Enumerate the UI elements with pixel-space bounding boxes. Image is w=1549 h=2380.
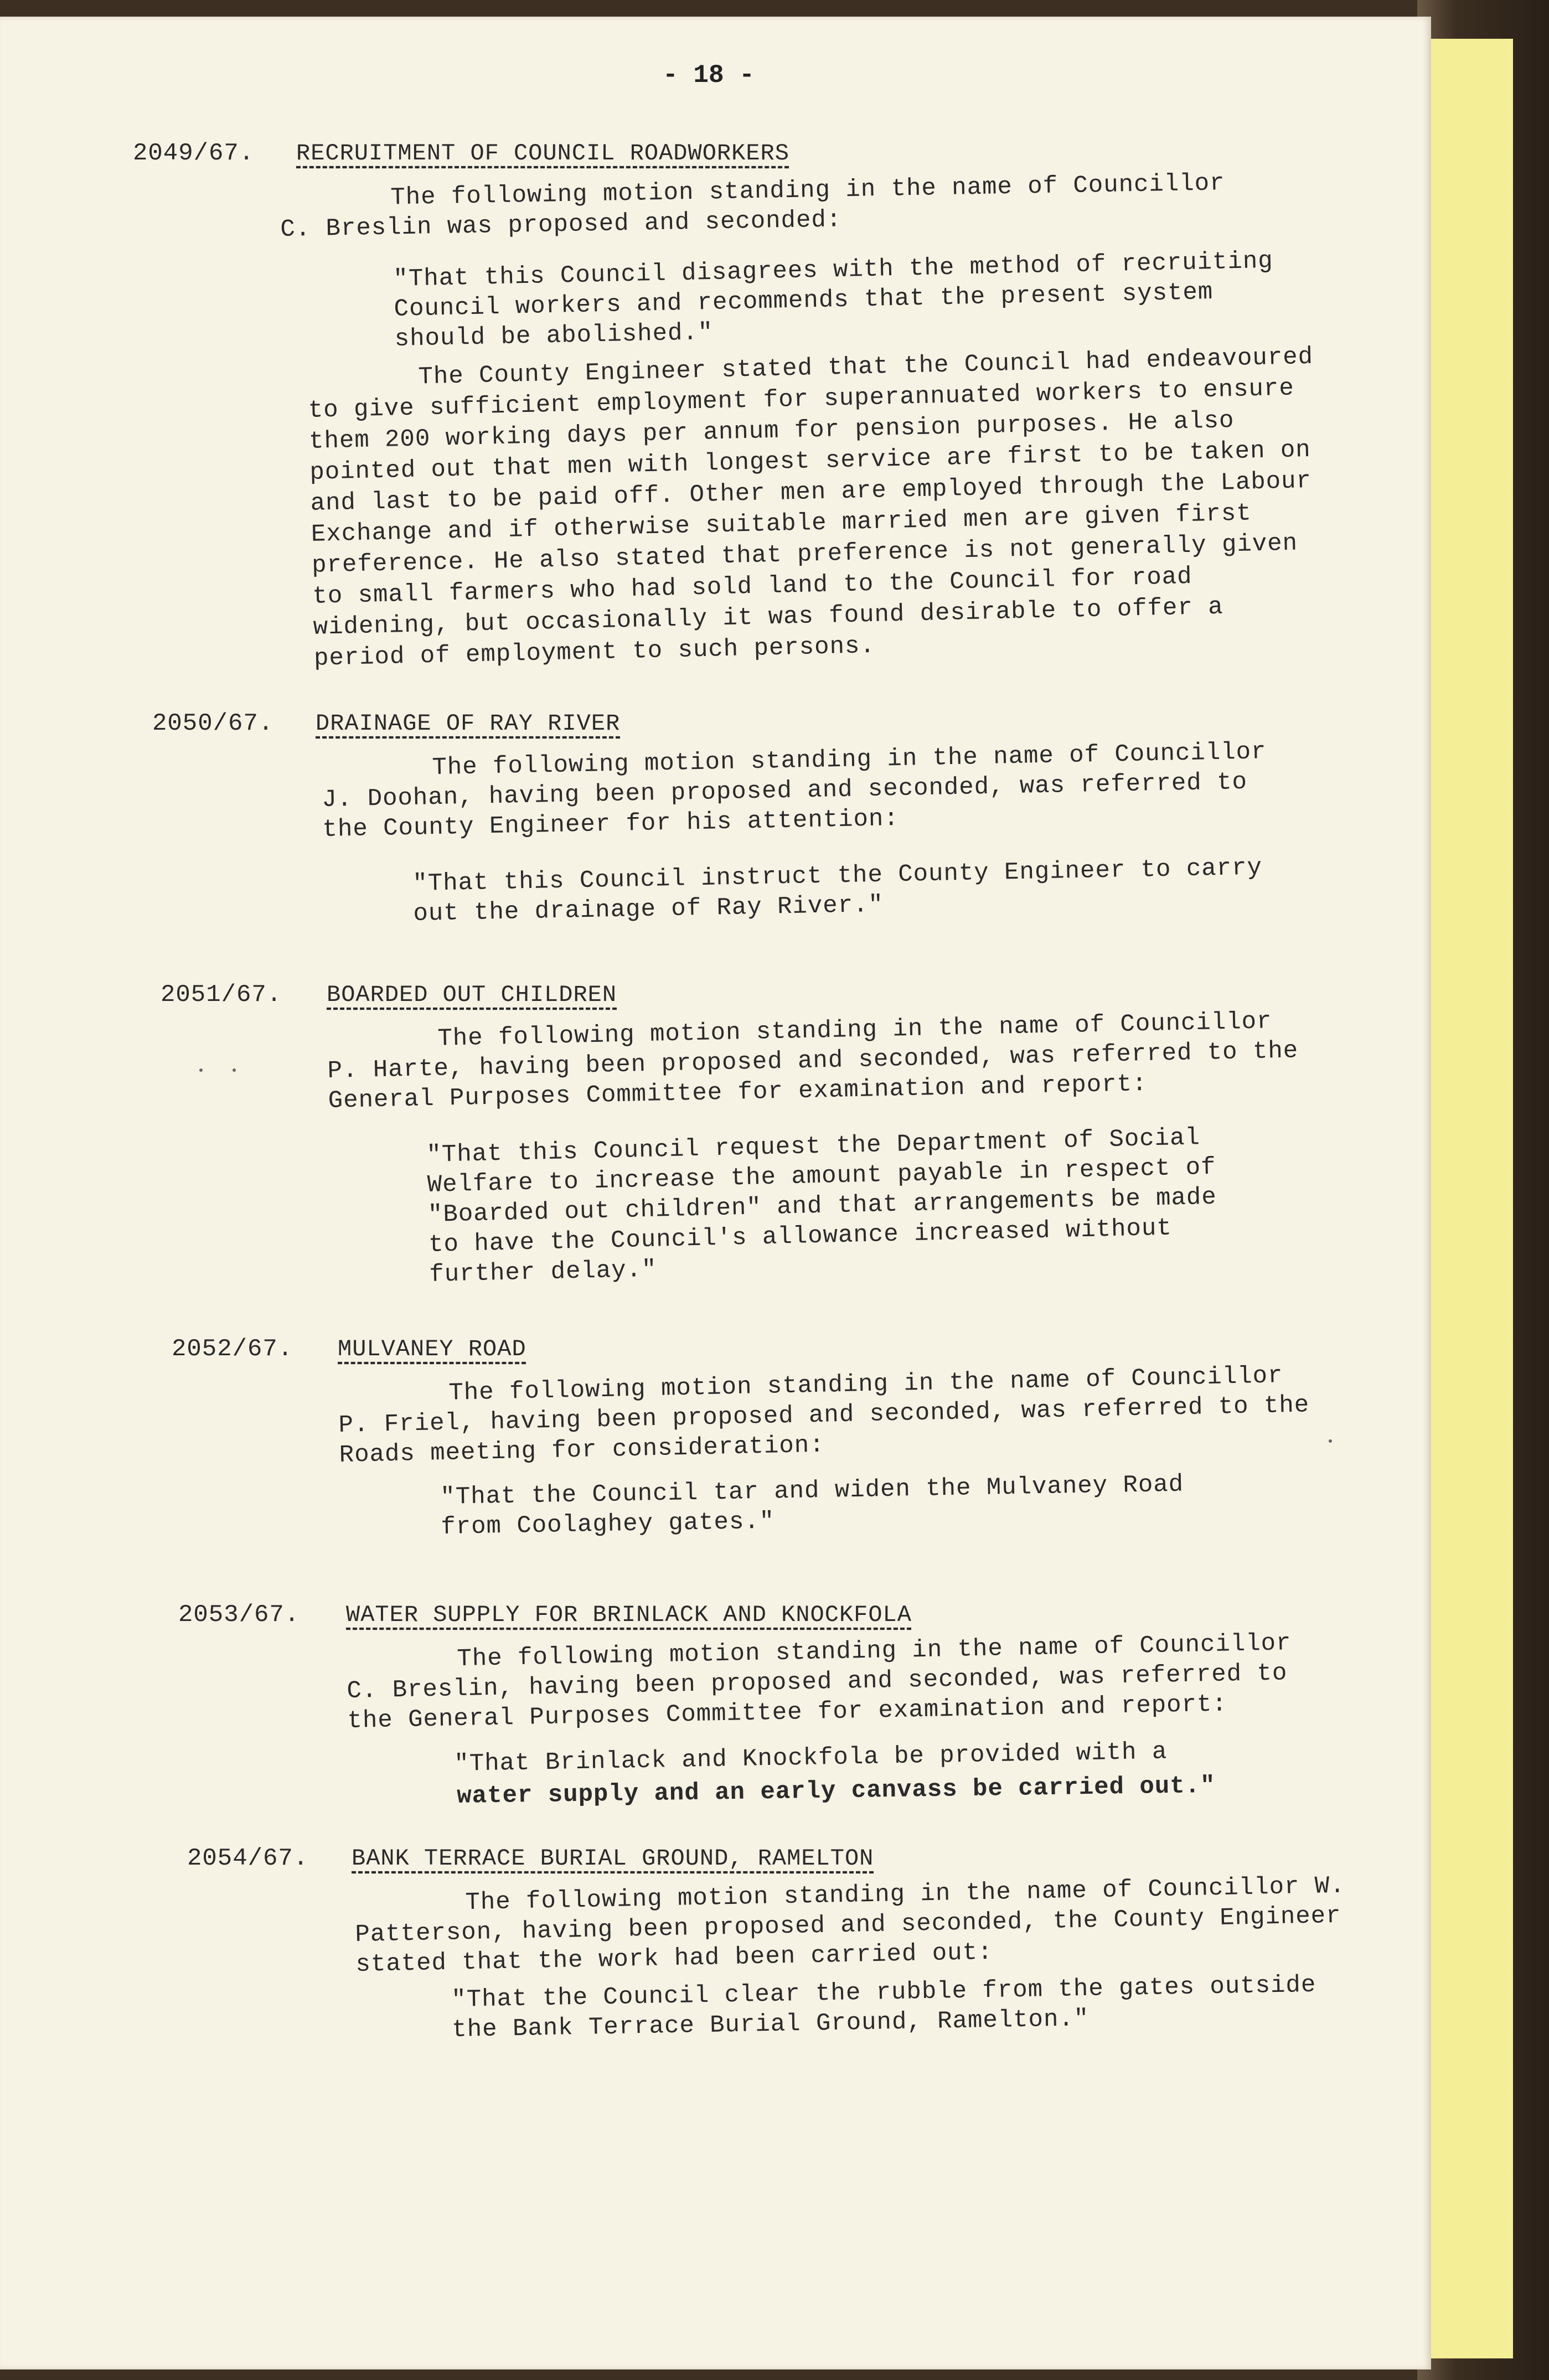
minute-number: 2053/67. — [178, 1601, 300, 1629]
motion-quote-line-1: "That Brinlack and Knockfola be provided with a — [454, 1738, 1168, 1778]
motion-quote: "That the Council clear the rubble from the gates outside the Bank Terrace Burial Ground, Ramelton." — [451, 1971, 1316, 2044]
minute-body: The following motion standing in the name of Councillor J. Doohan, having been proposed and seconded, was referred to the County Engineer for his attention: — [322, 738, 1267, 844]
minute-heading: DRAINAGE OF RAY RIVER — [316, 710, 621, 737]
minute-body: The following motion standing in the name of Councillor C. Breslin was proposed and seconded: — [280, 169, 1225, 244]
motion-quote: "That this Council disagrees with the method of recruiting Council workers and recommends that the present system should be abolished." — [393, 247, 1274, 353]
motion-quote: "That this Council request the Department of Social Welfare to increase the amount payable in respect of "Boarded out children" and that arrangements be made to have the Council's allowance increased without further delay." — [426, 1124, 1217, 1289]
minute-number: 2050/67. — [152, 710, 274, 737]
minute-heading: MULVANEY ROAD — [338, 1336, 526, 1362]
margin-mark — [199, 1068, 203, 1072]
minute-number: 2054/67. — [187, 1845, 309, 1872]
minute-heading: BANK TERRACE BURIAL GROUND, RAMELTON — [352, 1845, 874, 1872]
document-page — [0, 17, 1431, 2369]
minute-body: The following motion standing in the name of Councillor C. Breslin, having been proposed and seconded, was referred to the General Purposes Committee for examination and report: — [347, 1629, 1292, 1735]
minute-heading: WATER SUPPLY FOR BRINLACK AND KNOCKFOLA — [346, 1602, 912, 1628]
underlying-yellow-page — [1428, 39, 1513, 2358]
margin-mark — [1329, 1439, 1332, 1443]
motion-quote-line-2: water supply and an early canvass be carried out." — [457, 1772, 1216, 1810]
margin-mark — [233, 1068, 236, 1072]
minute-body: The following motion standing in the name of Councillor P. Harte, having been proposed and seconded, was referred to the General Purposes Committee for examination and report: — [327, 1008, 1299, 1115]
minute-body: The following motion standing in the name of Councillor P. Friel, having been proposed and seconded, was referred to the Roads meeting for consideration: — [338, 1362, 1310, 1469]
minute-number: 2049/67. — [133, 140, 255, 167]
minute-body: The following motion standing in the name of Councillor W. Patterson, having been proposed and seconded, the County Engineer stated that the work had been carried out: — [355, 1872, 1346, 1979]
motion-quote: "That the Council tar and widen the Mulvaney Road from Coolaghey gates." — [440, 1470, 1184, 1541]
minute-number: 2051/67. — [161, 981, 282, 1009]
minute-heading: RECRUITMENT OF COUNCIL ROADWORKERS — [296, 140, 789, 167]
motion-quote: "That this Council instruct the County Engineer to carry out the drainage of Ray River." — [412, 854, 1263, 928]
minute-extra: The County Engineer stated that the Council had endeavoured to give sufficient employment for superannuated workers to ensure them 200 working days per annum for pension purposes. He also pointed out that men with longest service are first to be taken on and last to be paid off. Other men are employed through the Labour Exchange and if otherwise suitable married men are given first preference. He also stated that preference is not generally given to small farmers who had sold land to the Council for road widening, but occasionally it was found desirable to offer a period of employment to such persons. — [308, 343, 1314, 673]
page-number: - 18 - — [663, 61, 755, 90]
minute-number: 2052/67. — [172, 1335, 293, 1363]
minute-heading: BOARDED OUT CHILDREN — [327, 982, 617, 1008]
